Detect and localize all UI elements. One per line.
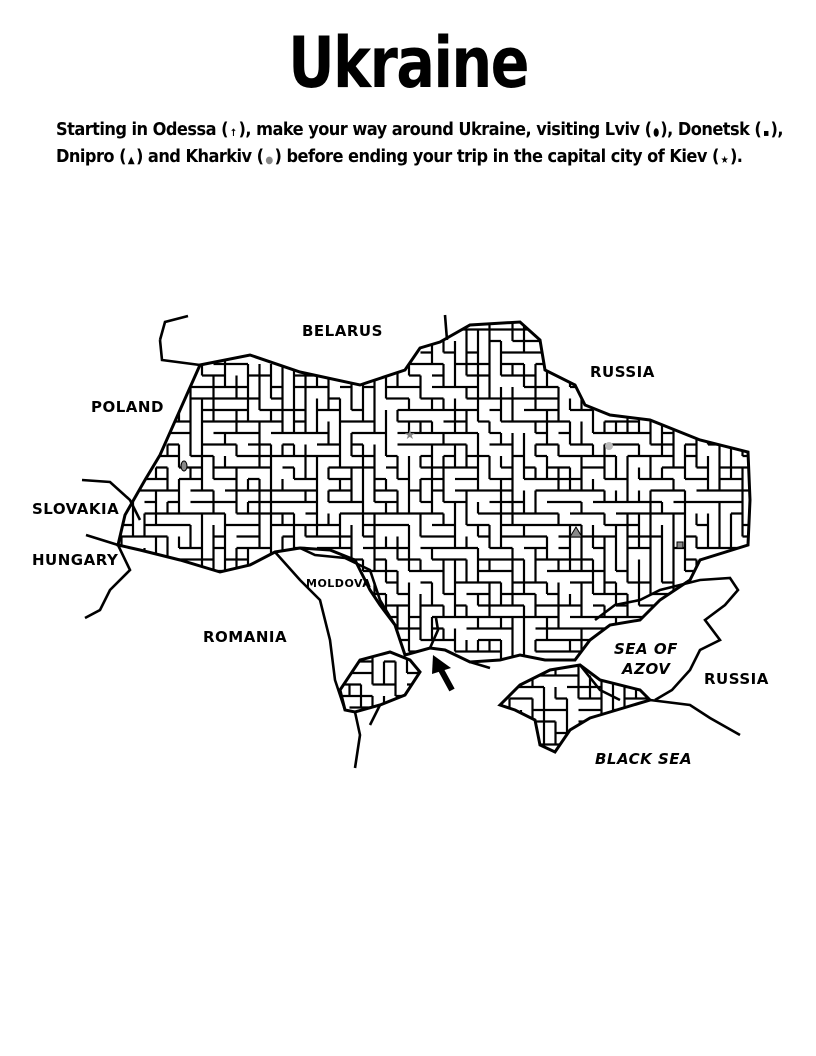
dnipro-marker — [570, 527, 582, 537]
instructions-text: ), — [770, 119, 783, 140]
square-icon: ▪ — [763, 128, 769, 139]
maze-walls — [110, 318, 754, 675]
label-belarus: BELARUS — [302, 322, 383, 340]
start-arrow-icon — [432, 655, 452, 690]
instructions-text: ). — [729, 146, 743, 167]
maze-map — [0, 300, 816, 790]
label-russia-north: RUSSIA — [590, 363, 655, 381]
label-black-sea: BLACK SEA — [595, 750, 693, 768]
instructions-text: ), make your way around Ukraine, visiting Lviv ( — [238, 119, 652, 140]
label-russia-east: RUSSIA — [704, 670, 769, 688]
instructions-line-1 — [56, 116, 783, 143]
instructions-text: ), Donetsk ( — [660, 119, 762, 140]
page-title: Ukraine — [288, 22, 528, 104]
southwest-maze-walls — [338, 650, 430, 719]
circle-icon: ● — [265, 155, 273, 166]
label-sea-of-azov-line2: AZOV — [622, 660, 671, 678]
lviv-marker — [181, 461, 187, 471]
crimea-outline — [500, 665, 650, 752]
instructions-line-2 — [56, 143, 743, 170]
label-hungary: HUNGARY — [32, 551, 119, 569]
kharkiv-marker — [605, 442, 613, 450]
border-lines — [82, 315, 740, 768]
kiev-marker: ★ — [404, 427, 416, 442]
instructions — [56, 116, 783, 170]
star-icon: ★ — [720, 155, 729, 166]
label-sea-of-azov-line1: SEA OF — [614, 640, 678, 658]
poland-belarus-border — [160, 316, 188, 340]
triangle-icon: ▲ — [127, 155, 135, 166]
label-moldova: MOLDOVA — [306, 577, 372, 590]
instructions-text: Starting in Odessa ( — [56, 119, 228, 140]
label-slovakia: SLOVAKIA — [32, 500, 120, 518]
oval-icon: ⬮ — [653, 128, 659, 139]
label-poland: POLAND — [91, 398, 164, 416]
maze-svg — [0, 300, 816, 790]
instructions-text: ) and Kharkiv ( — [135, 146, 264, 167]
label-romania: ROMANIA — [203, 628, 288, 646]
donetsk-marker — [677, 542, 683, 548]
instructions-text: ) before ending your trip in the capital city of Kiev ( — [274, 146, 719, 167]
arrow-icon: ↑ — [229, 128, 237, 139]
instructions-text: Dnipro ( — [56, 146, 126, 167]
